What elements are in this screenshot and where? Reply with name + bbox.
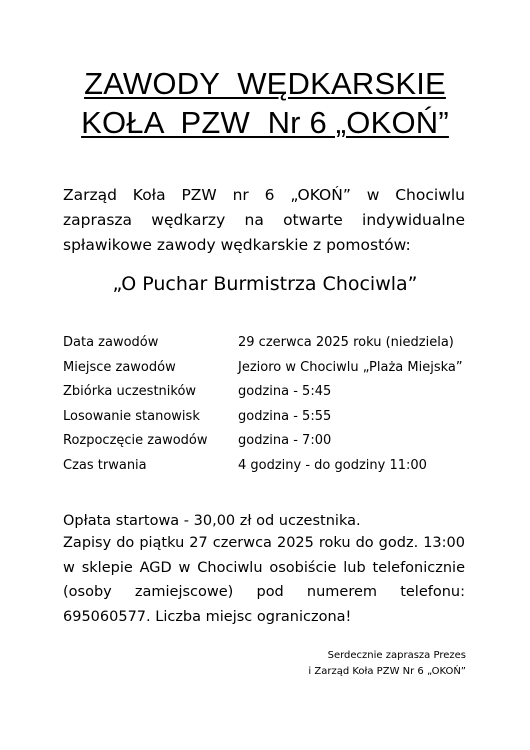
detail-row-place	[63, 358, 483, 383]
detail-value: godzina - 5:55	[238, 408, 332, 424]
cup-title: „O Puchar Burmistrza Chociwla”	[112, 273, 418, 295]
intro-line-3: spławikowe zawody wędkarskie z pomostów:	[63, 236, 411, 254]
detail-row-date	[63, 333, 483, 358]
signup-line-1: Zapisy do piątku 27 czerwca 2025 roku do godz. 13:00	[63, 535, 465, 551]
detail-value: Jezioro w Chociwlu „Plaża Miejska”	[238, 359, 463, 375]
detail-label: Zbiórka uczestników	[63, 384, 197, 399]
signup-line-4: 695060577. Liczba miejsc ograniczona!	[63, 608, 352, 625]
signature-line-1: Serdecznie zaprasza Prezes	[327, 650, 466, 661]
event-details	[63, 333, 483, 480]
detail-label: Rozpoczęcie zawodów	[63, 433, 208, 448]
detail-row-duration	[63, 456, 483, 481]
detail-value: 29 czerwca 2025 roku (niedziela)	[238, 335, 454, 350]
intro-paragraph	[63, 183, 465, 258]
detail-label: Losowanie stanowisk	[63, 408, 200, 424]
detail-value: 4 godziny - do godziny 11:00	[238, 457, 427, 473]
intro-line-1: Zarząd Koła PZW nr 6 „OKOŃ” w Chociwlu	[63, 186, 465, 204]
detail-value: godzina - 5:45	[238, 384, 332, 399]
detail-label: Czas trwania	[63, 457, 147, 473]
detail-row-start	[63, 431, 483, 456]
invitation-signature	[308, 648, 466, 680]
detail-value: godzina - 7:00	[238, 433, 332, 448]
signup-line-2: w sklepie AGD w Chociwlu osobiście lub telefonicznie	[63, 559, 465, 576]
detail-label: Miejsce zawodów	[63, 359, 176, 375]
entry-fee: Opłata startowa - 30,00 zł od uczestnika.	[63, 513, 361, 529]
poster-title	[0, 64, 530, 142]
detail-label: Data zawodów	[63, 335, 159, 350]
intro-line-2: zaprasza wędkarzy na otwarte indywidualne	[63, 211, 465, 229]
signup-line-3: (osoby zamiejscowe) pod numerem telefonu:	[63, 584, 465, 600]
signup-paragraph	[63, 531, 465, 629]
detail-row-gathering	[63, 382, 483, 407]
detail-row-draw	[63, 407, 483, 432]
title-line-1: ZAWODY WĘDKARSKIE	[84, 66, 446, 101]
title-line-2: KOŁA PZW Nr 6 „OKOŃ”	[81, 105, 449, 140]
signature-line-2: i Zarząd Koła PZW Nr 6 „OKOŃ”	[308, 666, 466, 677]
